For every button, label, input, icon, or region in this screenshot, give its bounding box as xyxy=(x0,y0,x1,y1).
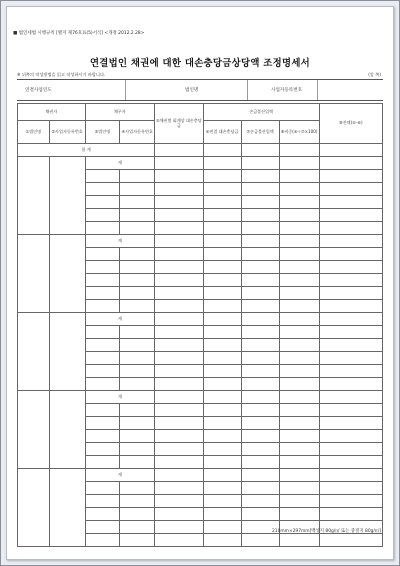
table-cell xyxy=(85,339,120,352)
table-cell xyxy=(155,391,204,404)
table-cell xyxy=(319,209,382,222)
table-cell xyxy=(319,534,382,547)
table-cell xyxy=(155,157,204,170)
table-cell xyxy=(319,443,382,456)
debtor-biz-no-cell xyxy=(49,391,85,469)
table-cell xyxy=(120,209,155,222)
table-cell xyxy=(155,287,204,300)
table-cell xyxy=(155,248,204,261)
subtotal-row xyxy=(18,235,383,248)
table-cell xyxy=(155,469,204,482)
subtotal-label: 계 xyxy=(85,469,155,482)
table-cell xyxy=(203,378,241,391)
table-cell xyxy=(319,391,382,404)
table-cell xyxy=(203,339,241,352)
table-cell xyxy=(319,365,382,378)
label-consolidated-year: 연결사업연도 xyxy=(25,88,52,93)
debtor-biz-no-cell xyxy=(49,157,85,235)
table-cell xyxy=(241,170,279,183)
subtotal-label: 계 xyxy=(85,157,155,170)
table-cell xyxy=(85,287,120,300)
table-cell xyxy=(203,300,241,313)
table-cell xyxy=(120,534,155,547)
table-cell xyxy=(120,456,155,469)
table-cell xyxy=(279,404,319,417)
table-cell xyxy=(203,365,241,378)
table-cell xyxy=(85,430,120,443)
table-cell xyxy=(241,404,279,417)
table-cell xyxy=(279,261,319,274)
table-cell xyxy=(319,222,382,235)
table-cell xyxy=(241,313,279,326)
table-cell xyxy=(279,183,319,196)
table-cell xyxy=(279,482,319,495)
header-corp-name-1: ①법인명 xyxy=(18,121,50,144)
table-cell xyxy=(319,482,382,495)
table-cell xyxy=(241,352,279,365)
table-cell xyxy=(203,391,241,404)
table-cell xyxy=(203,534,241,547)
table-cell xyxy=(279,534,319,547)
table-cell xyxy=(319,157,382,170)
table-cell xyxy=(279,209,319,222)
table-cell xyxy=(279,469,319,482)
table-cell xyxy=(319,235,382,248)
table-cell xyxy=(120,183,155,196)
debtor-biz-no-cell xyxy=(49,313,85,391)
table-cell xyxy=(319,274,382,287)
table-cell xyxy=(279,417,319,430)
table-cell xyxy=(203,222,241,235)
table-cell xyxy=(203,443,241,456)
table-cell xyxy=(241,261,279,274)
table-cell xyxy=(155,456,204,469)
table-cell xyxy=(155,443,204,456)
table-cell xyxy=(241,443,279,456)
table-cell xyxy=(155,300,204,313)
table-cell xyxy=(241,469,279,482)
table-cell xyxy=(203,196,241,209)
table-cell xyxy=(279,313,319,326)
header-debtor: 채권자 xyxy=(18,104,86,121)
table-cell xyxy=(279,443,319,456)
table-cell xyxy=(241,222,279,235)
table-cell xyxy=(319,404,382,417)
page-side: (앞 쪽) xyxy=(368,72,381,77)
table-cell xyxy=(241,391,279,404)
table-cell xyxy=(241,248,279,261)
table-cell xyxy=(319,261,382,274)
table-cell xyxy=(279,326,319,339)
table-cell xyxy=(85,508,120,521)
debtor-corp-cell xyxy=(18,157,50,235)
table-cell xyxy=(120,443,155,456)
table-cell xyxy=(155,274,204,287)
table-cell xyxy=(203,144,241,157)
table-cell xyxy=(203,235,241,248)
table-cell xyxy=(241,274,279,287)
table-cell xyxy=(85,300,120,313)
table-cell xyxy=(155,235,204,248)
table-cell xyxy=(241,417,279,430)
table-cell xyxy=(319,144,382,157)
table-cell xyxy=(203,482,241,495)
header-biz-no-2: ④사업자등록번호 xyxy=(120,121,155,144)
table-cell xyxy=(120,300,155,313)
label-corp-name: 법인명 xyxy=(185,88,199,93)
table-cell xyxy=(155,521,204,534)
table-cell xyxy=(120,222,155,235)
subtotal-label: 계 xyxy=(85,235,155,248)
table-cell xyxy=(155,170,204,183)
table-cell xyxy=(120,482,155,495)
table-cell xyxy=(120,378,155,391)
table-cell xyxy=(203,157,241,170)
table-cell xyxy=(279,508,319,521)
debtor-biz-no-cell xyxy=(49,469,85,547)
table-cell xyxy=(120,404,155,417)
table-cell xyxy=(279,495,319,508)
table-cell xyxy=(85,352,120,365)
table-cell xyxy=(319,469,382,482)
debtor-corp-cell xyxy=(18,391,50,469)
paper-spec: 210mm×297mm[백상지 80g/㎡ 또는 중질지 80g/㎡] xyxy=(272,529,381,534)
table-cell xyxy=(319,378,382,391)
table-cell xyxy=(120,508,155,521)
table-cell xyxy=(319,170,382,183)
table-cell xyxy=(120,274,155,287)
table-cell xyxy=(155,534,204,547)
table-cell xyxy=(155,261,204,274)
table-cell xyxy=(85,443,120,456)
table-cell xyxy=(241,326,279,339)
table-cell xyxy=(155,404,204,417)
table-cell xyxy=(241,508,279,521)
table-cell xyxy=(85,378,120,391)
table-cell xyxy=(203,352,241,365)
law-reference: ■ 법인세법 시행규칙 [별지 제76호표(5)서식] <개정 2012.2.28> xyxy=(13,31,145,36)
table-cell xyxy=(279,456,319,469)
table-cell xyxy=(85,274,120,287)
table-cell xyxy=(279,339,319,352)
header-col7: ⑦손금불산입액 xyxy=(241,121,279,144)
table-cell xyxy=(319,508,382,521)
table-cell xyxy=(120,248,155,261)
table-cell xyxy=(85,170,120,183)
table-cell xyxy=(319,326,382,339)
table-cell xyxy=(85,209,120,222)
table-body xyxy=(18,144,383,547)
table-cell xyxy=(241,235,279,248)
table-cell xyxy=(279,170,319,183)
debtor-corp-cell xyxy=(18,469,50,547)
table-cell xyxy=(203,274,241,287)
table-cell xyxy=(85,534,120,547)
table-cell xyxy=(279,235,319,248)
table-cell xyxy=(319,287,382,300)
document-page xyxy=(6,6,394,560)
table-cell xyxy=(85,495,120,508)
table-cell xyxy=(85,482,120,495)
header-col5: ⑤채권별 회계상 대손충당금 xyxy=(155,104,204,144)
table-cell xyxy=(155,365,204,378)
adjustment-table xyxy=(17,103,383,547)
table-cell xyxy=(241,534,279,547)
table-cell xyxy=(85,456,120,469)
table-cell xyxy=(155,196,204,209)
table-cell xyxy=(85,404,120,417)
table-cell xyxy=(155,378,204,391)
table-cell xyxy=(241,456,279,469)
table-cell xyxy=(203,209,241,222)
header-group: 손금불산입액 xyxy=(203,104,319,121)
table-cell xyxy=(155,183,204,196)
table-cell xyxy=(120,339,155,352)
subtotal-row xyxy=(18,469,383,482)
table-cell xyxy=(319,183,382,196)
table-cell xyxy=(203,417,241,430)
table-cell xyxy=(241,287,279,300)
table-cell xyxy=(279,378,319,391)
label-biz-reg-no: 사업자등록번호 xyxy=(271,88,303,93)
table-cell xyxy=(120,326,155,339)
table-cell xyxy=(203,508,241,521)
table-cell xyxy=(120,261,155,274)
table-cell xyxy=(241,430,279,443)
table-cell xyxy=(85,521,120,534)
table-cell xyxy=(203,326,241,339)
table-cell xyxy=(319,495,382,508)
table-cell xyxy=(155,495,204,508)
table-cell xyxy=(203,287,241,300)
header-col6: ⑥연결 대손충당금 xyxy=(203,121,241,144)
debtor-corp-cell xyxy=(18,313,50,391)
table-cell xyxy=(155,326,204,339)
table-cell xyxy=(319,339,382,352)
table-cell xyxy=(155,144,204,157)
table-cell xyxy=(319,196,382,209)
table-cell xyxy=(279,287,319,300)
table-cell xyxy=(120,287,155,300)
table-cell xyxy=(279,391,319,404)
table-cell xyxy=(155,508,204,521)
table-cell xyxy=(319,456,382,469)
table-cell xyxy=(241,339,279,352)
table-cell xyxy=(85,222,120,235)
table-cell xyxy=(241,495,279,508)
table-cell xyxy=(203,404,241,417)
table-cell xyxy=(120,521,155,534)
table-cell xyxy=(155,430,204,443)
header-creditor: 채무자 xyxy=(85,104,155,121)
table-cell xyxy=(241,482,279,495)
table-cell xyxy=(241,144,279,157)
table-cell xyxy=(85,248,120,261)
table-cell xyxy=(279,352,319,365)
corp-info-row xyxy=(17,79,383,101)
table-cell xyxy=(319,313,382,326)
table-cell xyxy=(120,417,155,430)
table-cell xyxy=(279,144,319,157)
table-cell xyxy=(203,456,241,469)
table-cell xyxy=(279,196,319,209)
table-cell xyxy=(279,365,319,378)
table-cell xyxy=(203,183,241,196)
table-cell xyxy=(120,170,155,183)
total-row xyxy=(18,144,383,157)
debtor-biz-no-cell xyxy=(49,235,85,313)
table-cell xyxy=(155,209,204,222)
table-cell xyxy=(241,365,279,378)
header-biz-no-1: ②사업자등록번호 xyxy=(49,121,85,144)
table-cell xyxy=(85,326,120,339)
table-cell xyxy=(85,365,120,378)
subtotal-label: 계 xyxy=(85,391,155,404)
table-cell xyxy=(85,183,120,196)
table-cell xyxy=(155,482,204,495)
header-col9: ⑨잔액(⑤-⑥) xyxy=(319,104,382,144)
table-cell xyxy=(155,222,204,235)
table-cell xyxy=(120,365,155,378)
table-cell xyxy=(203,248,241,261)
subtotal-row xyxy=(18,313,383,326)
table-cell xyxy=(203,430,241,443)
table-cell xyxy=(155,352,204,365)
table-cell xyxy=(279,300,319,313)
subtotal-label: 계 xyxy=(85,313,155,326)
instruction-note: ※ 뒤쪽의 작성방법을 읽고 작성하시기 바랍니다. xyxy=(17,72,106,77)
table-cell xyxy=(203,521,241,534)
table-cell xyxy=(203,313,241,326)
table-cell xyxy=(120,196,155,209)
subtotal-row xyxy=(18,157,383,170)
header-col8: ⑧비중(⑥÷⑦×100) xyxy=(279,121,319,144)
table-cell xyxy=(241,157,279,170)
table-cell xyxy=(319,300,382,313)
table-cell xyxy=(319,417,382,430)
table-cell xyxy=(241,183,279,196)
table-cell xyxy=(203,495,241,508)
table-cell xyxy=(203,261,241,274)
total-label: 합 계 xyxy=(18,144,155,157)
table-cell xyxy=(241,300,279,313)
table-cell xyxy=(279,157,319,170)
table-cell xyxy=(120,430,155,443)
table-cell xyxy=(155,339,204,352)
table-cell xyxy=(319,430,382,443)
table-cell xyxy=(319,352,382,365)
table-cell xyxy=(85,196,120,209)
subtotal-row xyxy=(18,391,383,404)
table-cell xyxy=(279,222,319,235)
table-cell xyxy=(85,417,120,430)
table-cell xyxy=(241,209,279,222)
table-cell xyxy=(319,248,382,261)
table-cell xyxy=(241,196,279,209)
table-cell xyxy=(203,170,241,183)
table-cell xyxy=(85,261,120,274)
table-cell xyxy=(279,274,319,287)
table-cell xyxy=(279,248,319,261)
table-cell xyxy=(155,313,204,326)
debtor-corp-cell xyxy=(18,235,50,313)
table-cell xyxy=(120,352,155,365)
table-cell xyxy=(120,495,155,508)
header-corp-name-2: ③법인명 xyxy=(85,121,120,144)
form-title: 연결법인 채권에 대한 대손충당금상당액 조정명세서 xyxy=(89,58,311,69)
table-cell xyxy=(203,469,241,482)
table-cell xyxy=(241,378,279,391)
table-cell xyxy=(279,430,319,443)
table-cell xyxy=(155,417,204,430)
